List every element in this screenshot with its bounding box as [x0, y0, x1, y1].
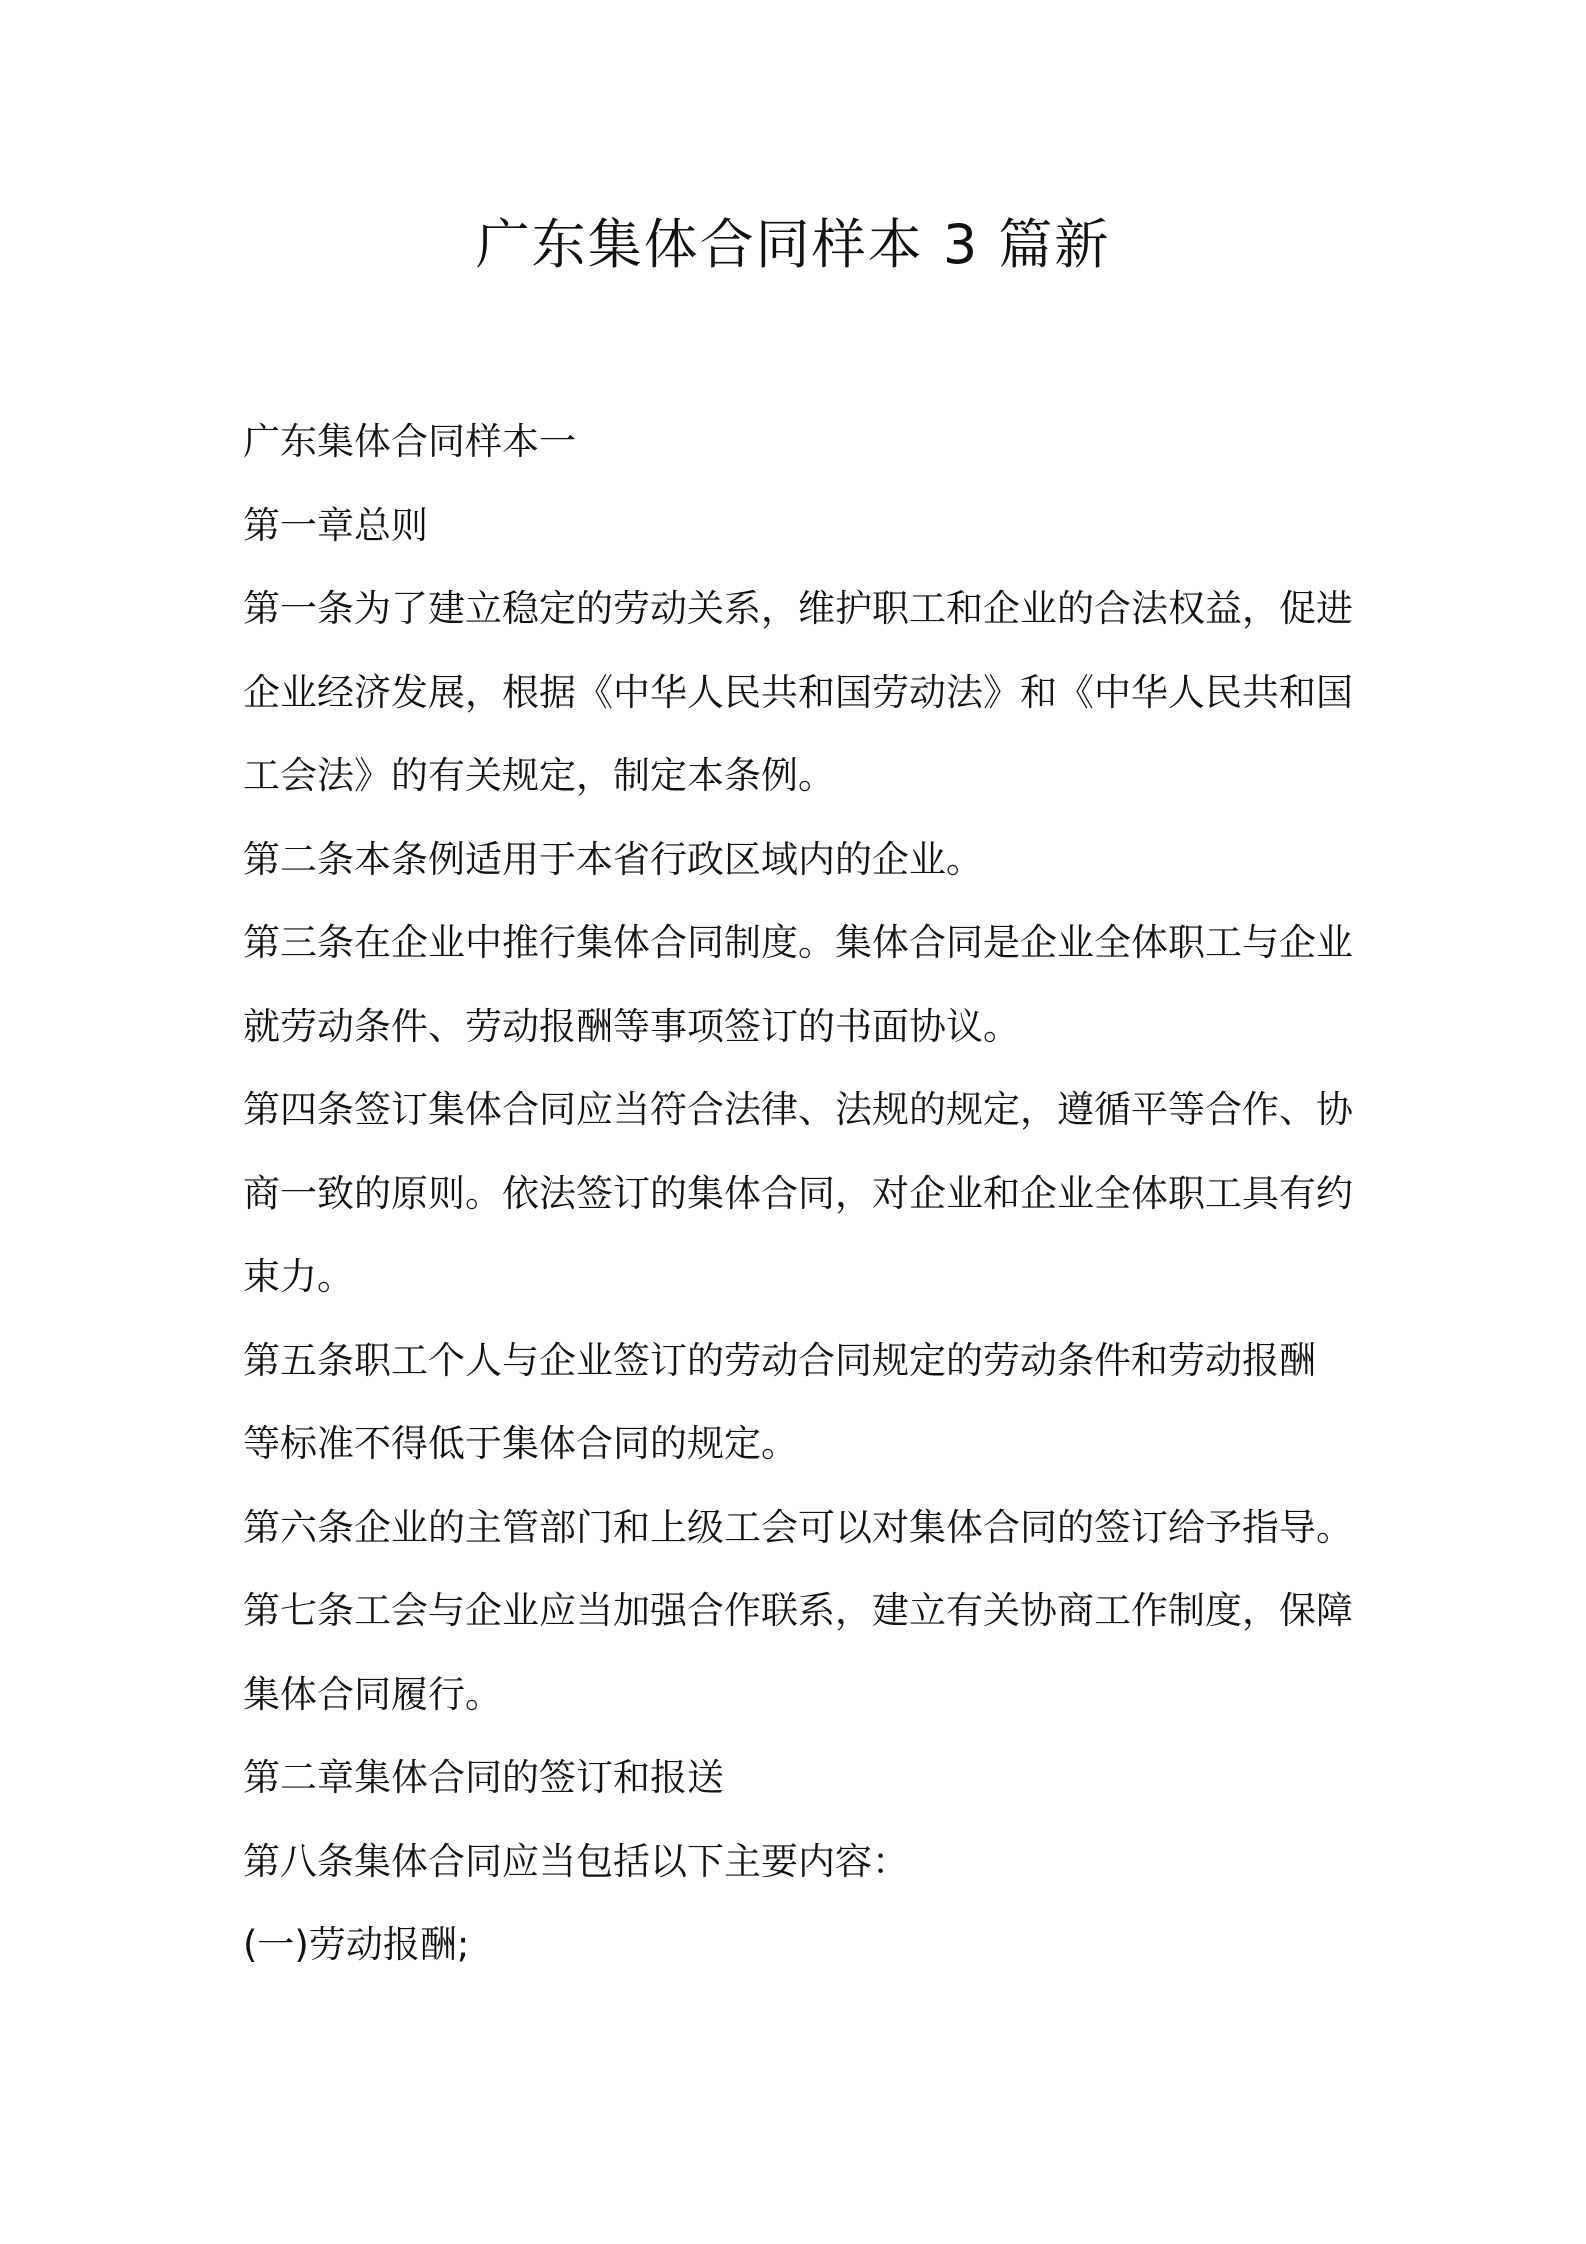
paragraph-line: 第六条企业的主管部门和上级工会可以对集体合同的签订给予指导。: [243, 1505, 1353, 1549]
paragraph-line: 第四条签订集体合同应当符合法律、法规的规定，遵循平等合作、协: [243, 1088, 1353, 1131]
paragraph-line: 工会法》的有关规定，制定本条例。: [243, 754, 835, 797]
paragraph-line: 第三条在企业中推行集体合同制度。集体合同是企业全体职工与企业: [243, 921, 1353, 964]
paragraph-line: 企业经济发展，根据《中华人民共和国劳动法》和《中华人民共和国: [243, 670, 1353, 714]
paragraph-line: 第五条职工个人与企业签订的劳动合同规定的劳动条件和劳动报酬: [243, 1338, 1316, 1382]
paragraph-line: 束力。: [243, 1255, 354, 1298]
paragraph-line: 商一致的原则。依法签订的集体合同，对企业和企业全体职工具有约: [243, 1171, 1353, 1215]
paragraph-line: 等标准不得低于集体合同的规定。: [243, 1422, 798, 1465]
paragraph-line: 第八条集体合同应当包括以下主要内容：: [243, 1839, 909, 1883]
document-body: [243, 400, 1363, 1987]
section-heading: 广东集体合同样本一: [243, 420, 576, 463]
paragraph-line: 第一条为了建立稳定的劳动关系，维护职工和企业的合法权益，促进: [243, 587, 1353, 630]
paragraph-line: 第二条本条例适用于本省行政区域内的企业。: [243, 837, 983, 881]
chapter-heading: 第一章总则: [243, 503, 428, 547]
chapter-heading: 第二章集体合同的签订和报送: [243, 1756, 724, 1799]
list-item: (一)劳动报酬;: [243, 1923, 470, 1966]
paragraph-line: 就劳动条件、劳动报酬等事项签订的书面协议。: [243, 1004, 1020, 1048]
document-title: 广东集体合同样本 3 篇新: [475, 213, 1111, 276]
paragraph-line: 集体合同履行。: [243, 1672, 502, 1716]
paragraph-line: 第七条工会与企业应当加强合作联系，建立有关协商工作制度，保障: [243, 1589, 1353, 1632]
